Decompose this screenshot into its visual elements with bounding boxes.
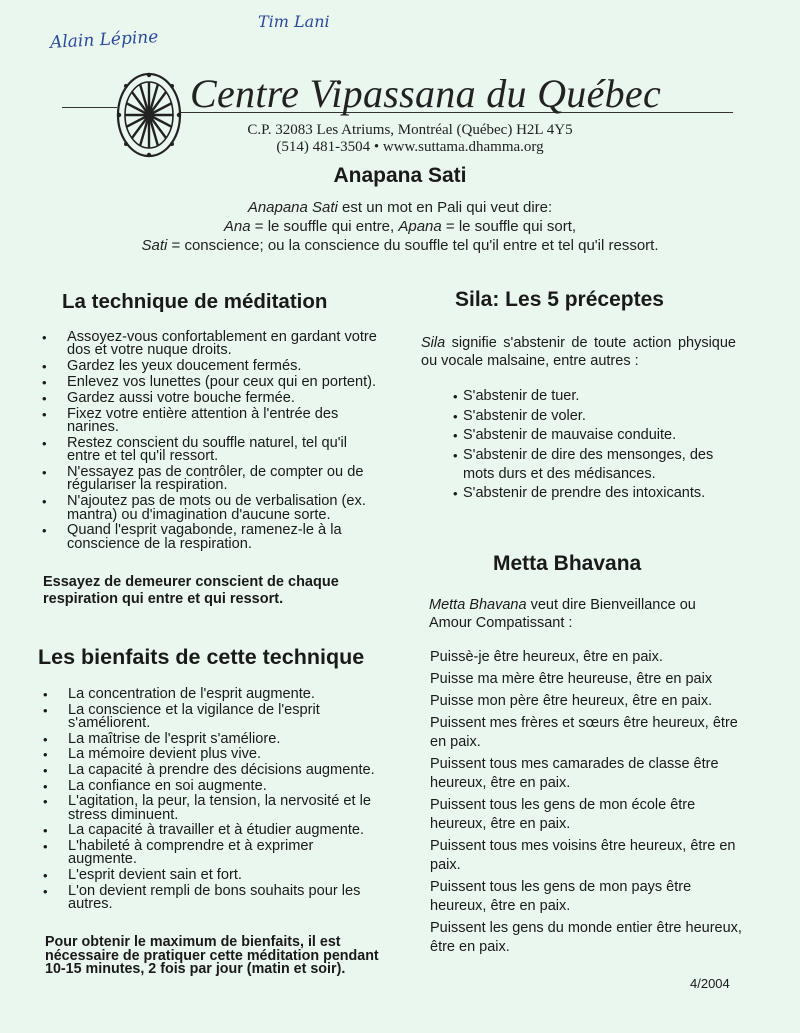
benefits-list-item: • L'habileté à comprendre et à exprimer augmente. bbox=[40, 840, 385, 866]
intro-heading: Anapana Sati bbox=[333, 164, 467, 187]
intro-sati: Sati bbox=[141, 237, 168, 254]
contact-info: (514) 481-3504 • www.suttama.dhamma.org bbox=[276, 139, 544, 155]
address: C.P. 32083 Les Atriums, Montréal (Québec) H2L 4Y5 bbox=[247, 122, 573, 138]
metta-line: Puissent tous les gens de mon pays être heureux, être en paix. bbox=[430, 879, 692, 914]
technique-list-item: • Restez conscient du souffle naturel, tel qu'il entre et tel qu'il ressort. bbox=[39, 437, 384, 464]
technique-list-item: • Quand l'esprit vagabonde, ramenez-le à la conscience de la respiration. bbox=[39, 524, 384, 551]
benefits-list-item: • L'on devient rempli de bons souhaits pour les autres. bbox=[40, 885, 385, 911]
sila-list-item: • S'abstenir de dire des mensonges, des mots durs et des médisances. bbox=[453, 446, 743, 484]
sila-list-item: • S'abstenir de tuer. bbox=[453, 387, 743, 406]
benefits-list-item: • La capacité à travailler et à étudier augmente. bbox=[40, 824, 385, 837]
metta-line: Puisse ma mère être heureuse, être en paix bbox=[430, 671, 713, 687]
metta-lines bbox=[430, 648, 748, 960]
intro-line1: est un mot en Pali qui veut dire: bbox=[337, 199, 553, 216]
sila-list bbox=[453, 387, 743, 504]
technique-list-item: • Enlevez vos lunettes (pour ceux qui en portent). bbox=[39, 376, 384, 389]
benefits-note: Pour obtenir le maximum de bienfaits, il est nécessaire de pratiquer cette méditation pendant 10-15 minutes, 2 fois par jour (matin et soir). bbox=[45, 934, 379, 977]
technique-list-item: • N'ajoutez pas de mots ou de verbalisation (ex. mantra) ou d'imagination d'aucune sorte. bbox=[39, 495, 384, 522]
benefits-list-item: • L'esprit devient sain et fort. bbox=[40, 869, 385, 882]
technique-heading: La technique de méditation bbox=[62, 290, 328, 313]
benefits-heading: Les bienfaits de cette technique bbox=[38, 645, 365, 669]
technique-list bbox=[39, 331, 384, 554]
metta-line: Puissent tous les gens de mon école être heureux, être en paix. bbox=[430, 797, 696, 832]
header-rule-left bbox=[62, 107, 117, 108]
metta-line: Puissent tous mes voisins être heureux, être en paix. bbox=[430, 838, 736, 873]
sila-heading: Sila: Les 5 préceptes bbox=[455, 288, 664, 311]
sila-term: Sila bbox=[421, 335, 446, 351]
sila-list-item: • S'abstenir de mauvaise conduite. bbox=[453, 426, 743, 445]
metta-line: Puissent les gens du monde entier être heureux, être en paix. bbox=[430, 920, 742, 955]
metta-line: Puissent mes frères et sœurs être heureux, être en paix. bbox=[430, 715, 738, 750]
handwritten-name-1: Alain Lépine bbox=[49, 27, 159, 53]
page-title: Centre Vipassana du Québec bbox=[190, 71, 662, 116]
footer-date: 4/2004 bbox=[690, 976, 730, 991]
sila-intro-text: signifie s'abstenir de toute action physique ou vocale malsaine, entre autres : bbox=[421, 335, 736, 369]
sila-list-item: • S'abstenir de voler. bbox=[453, 407, 743, 426]
technique-list-item: • Gardez aussi votre bouche fermée. bbox=[39, 392, 384, 405]
benefits-list-item: • La conscience et la vigilance de l'esprit s'améliorent. bbox=[40, 704, 385, 730]
technique-list-item: • N'essayez pas de contrôler, de compter ou de régulariser la respiration. bbox=[39, 466, 384, 493]
sila-intro bbox=[421, 334, 736, 370]
intro-ana: Ana bbox=[223, 218, 251, 235]
benefits-list-item: • La capacité à prendre des décisions augmente. bbox=[40, 764, 385, 777]
metta-line: Puissè-je être heureux, être en paix. bbox=[430, 649, 663, 665]
metta-heading: Metta Bhavana bbox=[493, 552, 642, 575]
intro-text bbox=[100, 198, 700, 255]
handwritten-name-2: Tim Lani bbox=[258, 12, 330, 31]
benefits-list bbox=[40, 688, 385, 914]
benefits-list-item: • La confiance en soi augmente. bbox=[40, 780, 385, 793]
intro-line2-mid: = le souffle qui entre, bbox=[250, 218, 399, 235]
intro-apana: Apana bbox=[398, 218, 442, 235]
benefits-list-item: • L'agitation, la peur, la tension, la nervosité et le stress diminuent. bbox=[40, 795, 385, 821]
benefits-list-item: • La concentration de l'esprit augmente. bbox=[40, 688, 385, 701]
technique-list-item: • Gardez les yeux doucement fermés. bbox=[39, 360, 384, 373]
technique-note: Essayez de demeurer conscient de chaque respiration qui entre et qui ressort. bbox=[43, 574, 339, 607]
metta-intro-text: veut dire Bienveillance ou Amour Compatissant : bbox=[429, 597, 696, 631]
intro-line3: = conscience; ou la conscience du souffle tel qu'il entre et tel qu'il ressort. bbox=[167, 237, 659, 254]
metta-intro bbox=[429, 596, 739, 632]
sila-list-item: • S'abstenir de prendre des intoxicants. bbox=[453, 484, 743, 503]
technique-list-item: • Assoyez-vous confortablement en gardant votre dos et votre nuque droits. bbox=[39, 331, 384, 358]
metta-line: Puissent tous mes camarades de classe être heureux, être en paix. bbox=[430, 756, 719, 791]
technique-list-item: • Fixez votre entière attention à l'entrée des narines. bbox=[39, 408, 384, 435]
intro-line2-rest: = le souffle qui sort, bbox=[441, 218, 577, 235]
metta-line: Puisse mon père être heureux, être en paix. bbox=[430, 693, 713, 709]
intro-term: Anapana Sati bbox=[247, 199, 338, 216]
metta-term: Metta Bhavana bbox=[429, 597, 527, 613]
dhamma-wheel-logo bbox=[114, 71, 184, 159]
benefits-list-item: • La maîtrise de l'esprit s'améliore. bbox=[40, 733, 385, 746]
benefits-list-item: • La mémoire devient plus vive. bbox=[40, 748, 385, 761]
